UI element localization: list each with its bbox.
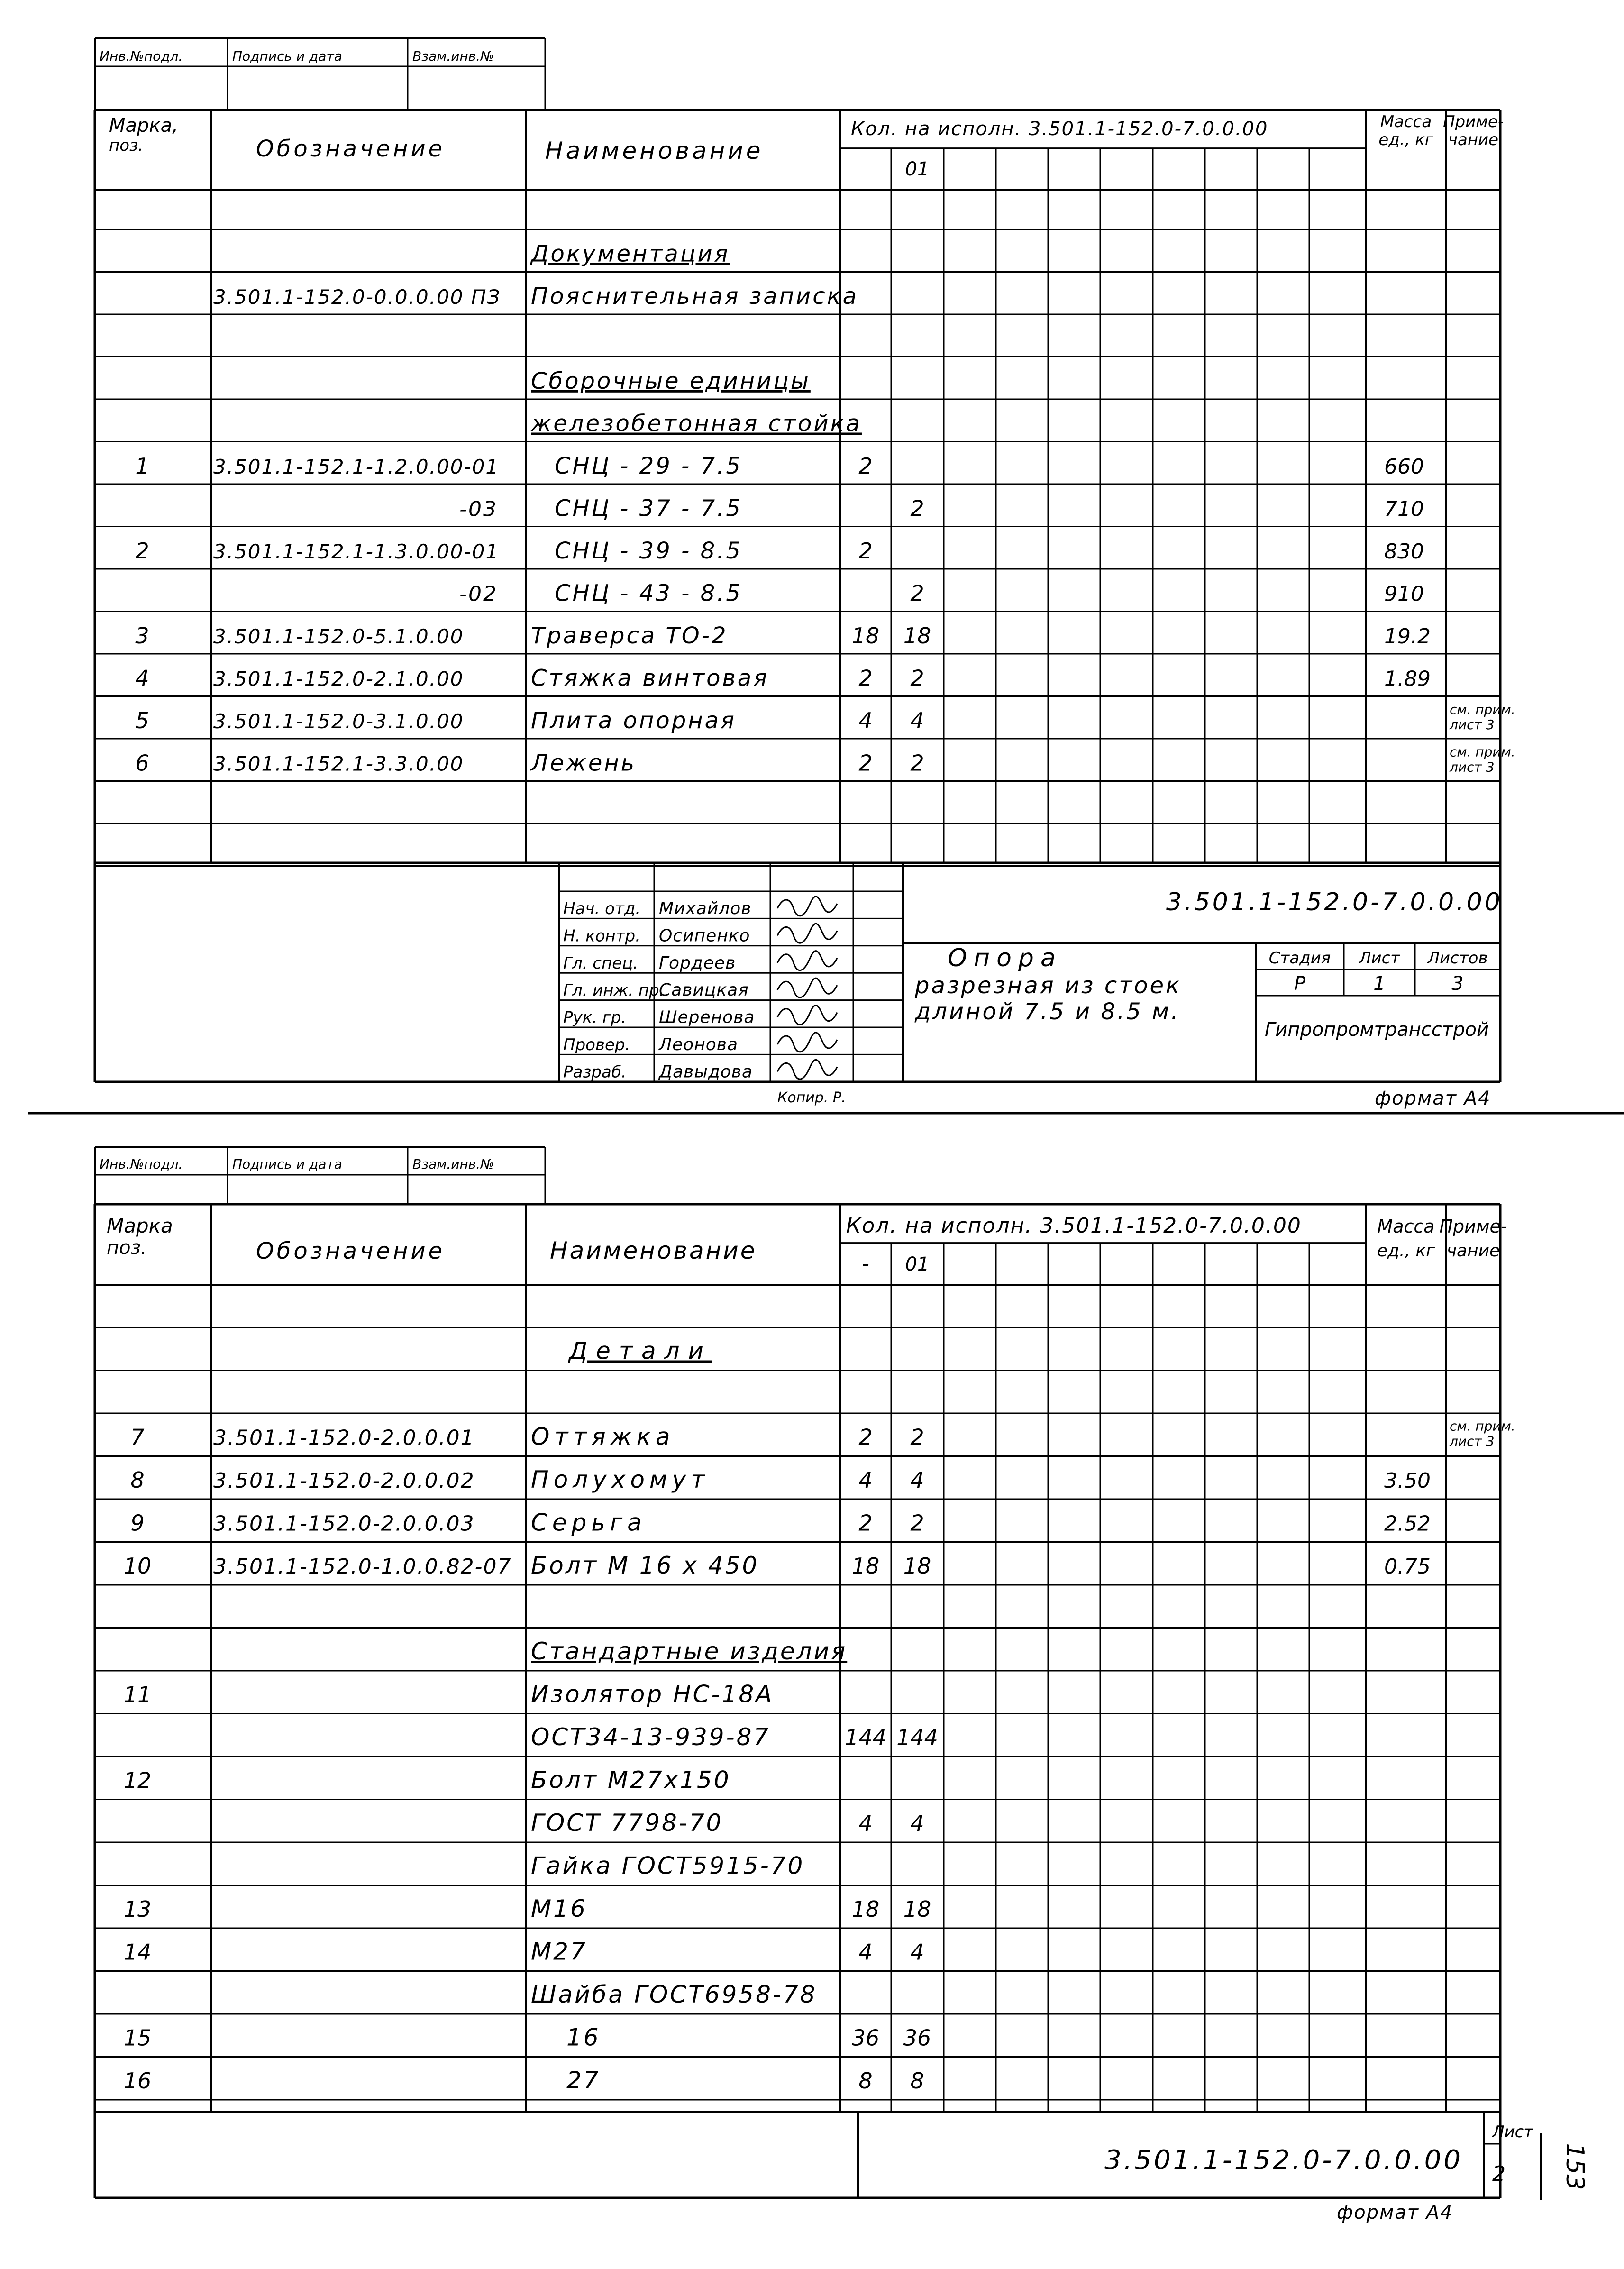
header-designation: Обозначение: [256, 1238, 446, 1264]
doc-number: 3.501.1-152.0-7.0.0.00: [1104, 2145, 1463, 2176]
header-qty: Кол. на исполн. 3.501.1-152.0-7.0.0.00: [851, 118, 1268, 140]
row-qty-2: 36: [903, 2025, 931, 2051]
row-qty-1: 4: [858, 708, 873, 733]
role-label: Нач. отд.: [563, 899, 641, 918]
row-name: Болт М 16 x 450: [531, 1552, 759, 1579]
row-designation: 3.501.1-152.0-2.1.0.00: [213, 667, 464, 691]
header-mass: Масса: [1377, 1216, 1435, 1237]
row-designation: 3.501.1-152.0-2.0.0.01: [213, 1426, 475, 1450]
row-qty-2: 8: [910, 2068, 924, 2094]
row-name: Шайба ГОСТ6958-78: [531, 1981, 817, 2008]
row-name: СНЦ - 43 - 8.5: [555, 580, 742, 607]
row-qty-2: 4: [910, 1467, 924, 1493]
row-name: Оттяжка: [531, 1423, 675, 1451]
row-qty-1: 4: [858, 1811, 873, 1836]
person-name: Савицкая: [659, 980, 749, 1000]
row-mass: 0.75: [1384, 1555, 1431, 1579]
row-qty-1: 2: [858, 750, 873, 776]
row-qty-1: 2: [858, 1424, 873, 1450]
row-mark: 1: [135, 453, 149, 479]
doc-title: Опора: [948, 944, 1062, 972]
row-mass: 19.2: [1384, 624, 1431, 649]
row-qty-2: 2: [910, 750, 924, 776]
signature-scribble: [777, 924, 837, 943]
row-qty-2: 2: [910, 580, 924, 606]
role-label: Разраб.: [563, 1062, 627, 1082]
header-mark: поз.: [109, 136, 143, 155]
row-mark: 5: [135, 708, 149, 733]
row-name: Детали: [569, 1337, 712, 1365]
row-qty-1: 144: [845, 1725, 886, 1750]
row-designation: 3.501.1-152.0-1.0.0.82-07: [213, 1555, 512, 1579]
header-qty-col: 01: [905, 1253, 930, 1275]
row-mark: 10: [123, 1553, 152, 1579]
row-qty-1: 2: [858, 1510, 873, 1536]
format-label: формат А4: [1337, 2202, 1453, 2223]
row-note: см. прим.: [1450, 744, 1515, 760]
header-mass: ед., кг: [1377, 1241, 1435, 1261]
row-mark: 15: [123, 2025, 152, 2051]
person-name: Михайлов: [659, 899, 752, 918]
row-mark: 7: [130, 1424, 145, 1450]
row-name: Стяжка винтовая: [531, 665, 769, 692]
row-note: лист 3: [1450, 1433, 1495, 1449]
doc-title: разрезная из стоек: [915, 972, 1182, 999]
row-note: см. прим.: [1450, 702, 1515, 717]
row-mass: 1.89: [1384, 667, 1431, 691]
signature-scribble: [777, 1005, 837, 1025]
row-note: см. прим.: [1450, 1418, 1515, 1434]
row-name: Серьга: [531, 1509, 647, 1537]
header-mark: Марка,: [109, 115, 178, 137]
row-designation: 3.501.1-152.0-3.1.0.00: [213, 710, 464, 733]
row-designation: 3.501.1-152.0-0.0.0.00 ПЗ: [213, 285, 501, 309]
stamp-signature-label: Подпись и дата: [232, 1156, 342, 1172]
role-label: Гл. спец.: [563, 953, 639, 973]
row-designation: 3.501.1-152.1-1.2.0.00-01: [213, 455, 500, 478]
sheet-value: 2: [1492, 2162, 1505, 2186]
row-qty-2: 2: [910, 665, 924, 691]
row-mass: 660: [1384, 455, 1424, 479]
row-mark: 2: [135, 538, 149, 564]
header-mark: Марка: [107, 1214, 173, 1237]
header-designation: Обозначение: [256, 136, 446, 162]
row-name: Изолятор НС-18А: [531, 1680, 774, 1708]
row-name: Пояснительная записка: [531, 283, 859, 310]
stage-label: Стадия: [1268, 949, 1331, 968]
person-name: Гордеев: [659, 953, 736, 973]
row-mark: 4: [135, 665, 149, 691]
sheet-value: 1: [1373, 973, 1386, 995]
stamp-inventory-label: Инв.№подл.: [100, 48, 183, 64]
row-name: ОСТ34-13-939-87: [531, 1723, 771, 1751]
doc-number: 3.501.1-152.0-7.0.0.00: [1166, 888, 1503, 916]
row-name: железобетонная стойка: [531, 410, 862, 437]
sheets-value: 3: [1451, 973, 1464, 995]
row-name: М16: [531, 1895, 587, 1922]
organization: Гипропромтрансстрой: [1265, 1019, 1489, 1041]
role-label: Рук. гр.: [563, 1008, 627, 1027]
row-name: Лежень: [531, 750, 637, 777]
header-mark: поз.: [107, 1237, 147, 1259]
row-qty-2: 2: [910, 1424, 924, 1450]
row-qty-2: 4: [910, 1939, 924, 1965]
row-mass: 3.50: [1384, 1469, 1431, 1493]
stamp-inventory-label: Инв.№подл.: [100, 1156, 183, 1172]
row-qty-1: 2: [858, 453, 873, 479]
row-qty-2: 18: [903, 1553, 931, 1579]
row-name: 27: [566, 2067, 601, 2094]
row-name: Стандартные изделия: [531, 1638, 848, 1665]
row-qty-2: 18: [903, 1896, 931, 1922]
row-mass: 910: [1384, 582, 1424, 606]
header-note: чание: [1448, 130, 1499, 149]
row-mark: 9: [130, 1510, 145, 1536]
row-mass: 830: [1384, 540, 1424, 564]
row-qty-2: 18: [903, 623, 931, 649]
header-note: Приме-: [1439, 1216, 1507, 1237]
sheet-label: Лист: [1359, 949, 1400, 968]
doc-title: длиной 7.5 и 8.5 м.: [915, 998, 1180, 1025]
header-qty-col: 01: [905, 158, 930, 180]
header-mass: Масса: [1380, 112, 1432, 131]
row-note: лист 3: [1450, 759, 1495, 775]
header-note: чание: [1446, 1241, 1500, 1261]
row-qty-1: 18: [851, 1896, 880, 1922]
row-designation: 3.501.1-152.0-2.0.0.02: [213, 1469, 475, 1493]
row-mark: 11: [123, 1682, 152, 1708]
signature-scribble: [777, 1060, 837, 1079]
row-qty-2: 2: [910, 495, 924, 522]
signature-scribble: [777, 951, 837, 970]
row-mass: 2.52: [1384, 1511, 1431, 1536]
row-name: Траверса ТО-2: [531, 622, 728, 649]
row-qty-1: 4: [858, 1467, 873, 1493]
row-name: 16: [566, 2023, 601, 2051]
page-number: 153: [1560, 2143, 1589, 2190]
row-qty-2: 4: [910, 1811, 924, 1836]
row-designation: 3.501.1-152.1-3.3.0.00: [213, 752, 464, 776]
header-qty: Кол. на исполн. 3.501.1-152.0-7.0.0.00: [846, 1214, 1302, 1238]
row-qty-1: 2: [858, 538, 873, 564]
row-mark: 8: [130, 1467, 145, 1493]
row-name: М27: [531, 1938, 587, 1966]
row-name: Документация: [531, 240, 730, 267]
row-designation: -03: [459, 497, 498, 522]
row-name: СНЦ - 39 - 8.5: [555, 538, 742, 564]
stamp-replace-label: Взам.инв.№: [412, 48, 494, 64]
person-name: Леонова: [659, 1035, 739, 1054]
row-note: лист 3: [1450, 717, 1495, 732]
header-name: Наименование: [550, 1237, 757, 1264]
role-label: Провер.: [563, 1035, 630, 1054]
row-qty-1: 2: [858, 665, 873, 691]
format-label: формат А4: [1375, 1088, 1491, 1109]
row-qty-2: 4: [910, 708, 924, 733]
header-mass: ед., кг: [1378, 130, 1433, 149]
row-name: Болт М27x150: [531, 1766, 731, 1794]
row-qty-1: 18: [851, 623, 880, 649]
row-mark: 14: [123, 1939, 152, 1965]
stamp-replace-label: Взам.инв.№: [412, 1156, 494, 1172]
row-mass: 710: [1384, 497, 1424, 522]
row-designation: 3.501.1-152.0-5.1.0.00: [213, 625, 464, 648]
row-mark: 16: [123, 2068, 152, 2094]
role-label: Н. контр.: [563, 926, 640, 946]
row-mark: 13: [123, 1896, 152, 1922]
row-qty-1: 18: [851, 1553, 880, 1579]
row-qty-1: 4: [858, 1939, 873, 1965]
row-mark: 6: [135, 750, 149, 776]
row-name: СНЦ - 29 - 7.5: [555, 453, 742, 479]
row-qty-1: 8: [858, 2068, 873, 2094]
row-designation: 3.501.1-152.0-2.0.0.03: [213, 1511, 475, 1536]
row-name: ГОСТ 7798-70: [531, 1809, 723, 1837]
signature-scribble: [777, 897, 837, 916]
sheet-label: Лист: [1492, 2123, 1533, 2141]
header-qty-col: -: [862, 1252, 869, 1276]
person-name: Осипенко: [659, 926, 750, 946]
row-mark: 12: [123, 1767, 152, 1793]
header-note: Приме-: [1442, 112, 1504, 131]
signature-scribble: [777, 1033, 837, 1052]
header-name: Наименование: [545, 137, 764, 165]
row-qty-2: 144: [896, 1725, 938, 1750]
person-name: Давыдова: [659, 1062, 753, 1082]
row-name: Полухомут: [531, 1466, 710, 1493]
row-designation: 3.501.1-152.1-1.3.0.00-01: [213, 540, 500, 563]
copied-note: Копир. Р.: [777, 1089, 846, 1106]
signature-scribble: [777, 978, 837, 997]
row-mark: 3: [135, 623, 149, 649]
row-qty-2: 2: [910, 1510, 924, 1536]
row-name: Сборочные единицы: [531, 368, 811, 394]
row-qty-1: 36: [851, 2025, 880, 2051]
stage-value: Р: [1294, 973, 1306, 995]
row-name: СНЦ - 37 - 7.5: [555, 495, 742, 522]
person-name: Шеренова: [659, 1007, 755, 1027]
row-name: Плита опорная: [531, 707, 736, 734]
role-label: Гл. инж. пр.: [563, 981, 665, 1000]
row-name: Гайка ГОСТ5915-70: [531, 1852, 805, 1880]
sheets-label: Листов: [1427, 949, 1488, 968]
stamp-signature-label: Подпись и дата: [232, 48, 342, 64]
row-designation: -02: [459, 582, 498, 606]
